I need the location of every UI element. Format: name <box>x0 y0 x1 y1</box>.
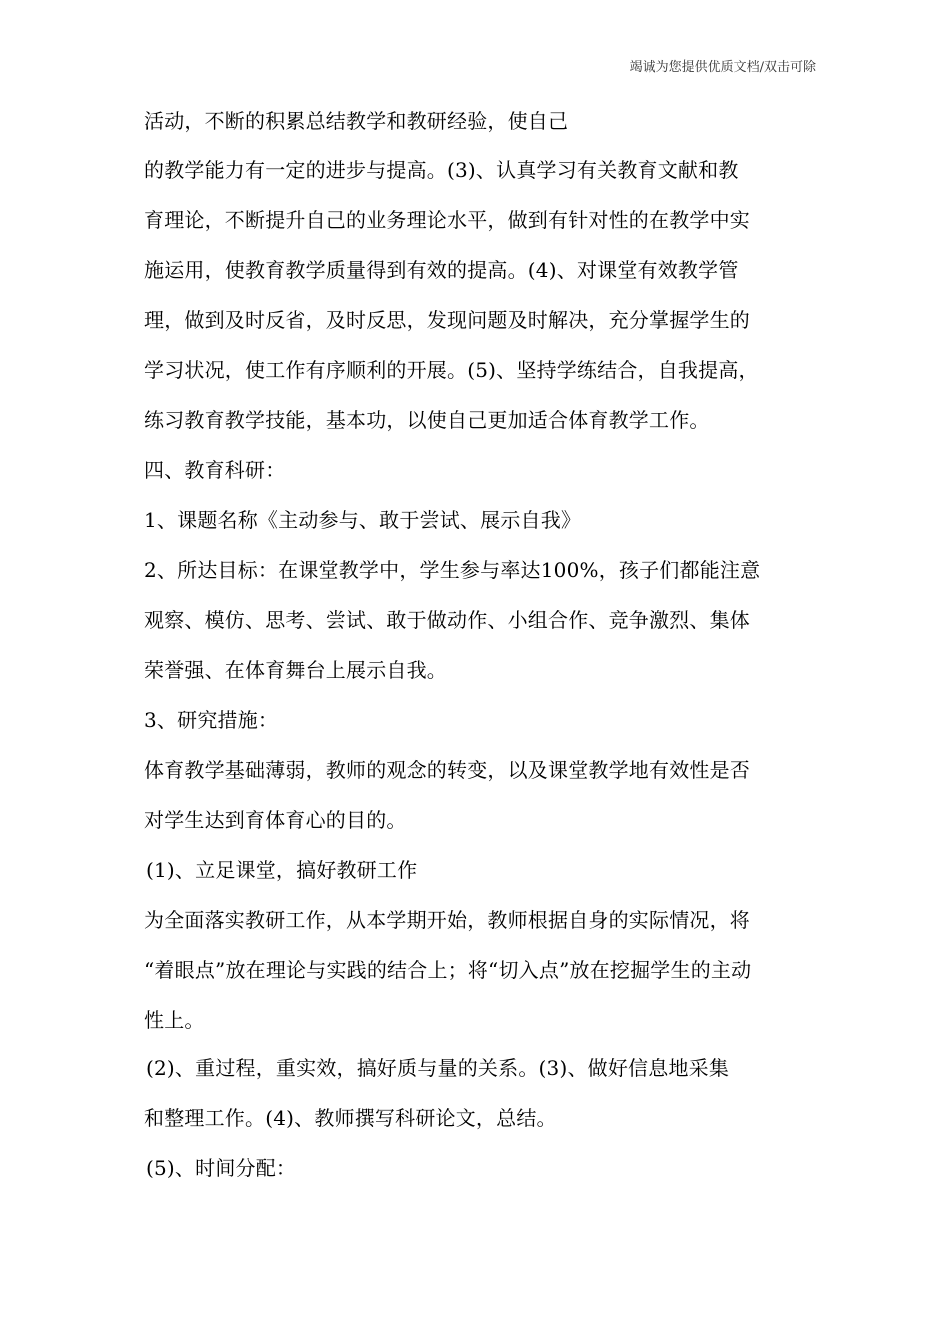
body-line-12: 荣誉强、在体育舞台上展示自我。 <box>144 658 447 682</box>
body-line-5: 理，做到及时反省，及时反思，发现问题及时解决，充分掌握学生的 <box>144 308 750 332</box>
body-line-22: (5)、时间分配： <box>146 1156 297 1180</box>
body-line-15: 对学生达到育体育心的目的。 <box>144 808 407 832</box>
body-line-1: 活动，不断的积累总结教学和教研经验，使自己 <box>144 109 569 133</box>
body-line-3: 育理论，不断提升自己的业务理论水平，做到有针对性的在教学中实 <box>144 208 750 232</box>
section-heading-education-research: 四、教育科研： <box>144 458 286 482</box>
body-line-10: 2、所达目标：在课堂教学中，学生参与率达100%，孩子们都能注意 <box>144 558 761 582</box>
body-line-14: 体育教学基础薄弱，教师的观念的转变，以及课堂教学地有效性是否 <box>144 758 750 782</box>
body-line-4: 施运用，使教育教学质量得到有效的提高。(4)、对课堂有效教学管 <box>144 258 739 282</box>
body-line-11: 观察、模仿、思考、尝试、敢于做动作、小组合作、竞争激烈、集体 <box>144 608 750 632</box>
body-line-17: 为全面落实教研工作，从本学期开始，教师根据自身的实际情况，将 <box>144 908 750 932</box>
body-line-18: “着眼点”放在理论与实践的结合上；将“切入点”放在挖掘学生的主动 <box>144 958 752 982</box>
body-line-20: (2)、重过程，重实效，搞好质与量的关系。(3)、做好信息地采集 <box>146 1056 730 1080</box>
body-line-19: 性上。 <box>144 1008 205 1032</box>
body-line-7: 练习教育教学技能，基本功，以使自己更加适合体育教学工作。 <box>144 408 710 432</box>
body-line-9: 1、课题名称《主动参与、敢于尝试、展示自我》 <box>144 508 582 532</box>
body-line-16: (1)、立足课堂，搞好教研工作 <box>146 858 418 882</box>
body-line-21: 和整理工作。(4)、教师撰写科研论文，总结。 <box>144 1106 557 1130</box>
body-line-13: 3、研究措施： <box>144 708 279 732</box>
body-line-6: 学习状况，使工作有序顺利的开展。(5)、坚持学练结合，自我提高， <box>144 358 759 382</box>
body-line-2: 的教学能力有一定的进步与提高。(3)、认真学习有关教育文献和教 <box>144 158 739 182</box>
header-note: 竭诚为您提供优质文档/双击可除 <box>629 60 816 75</box>
